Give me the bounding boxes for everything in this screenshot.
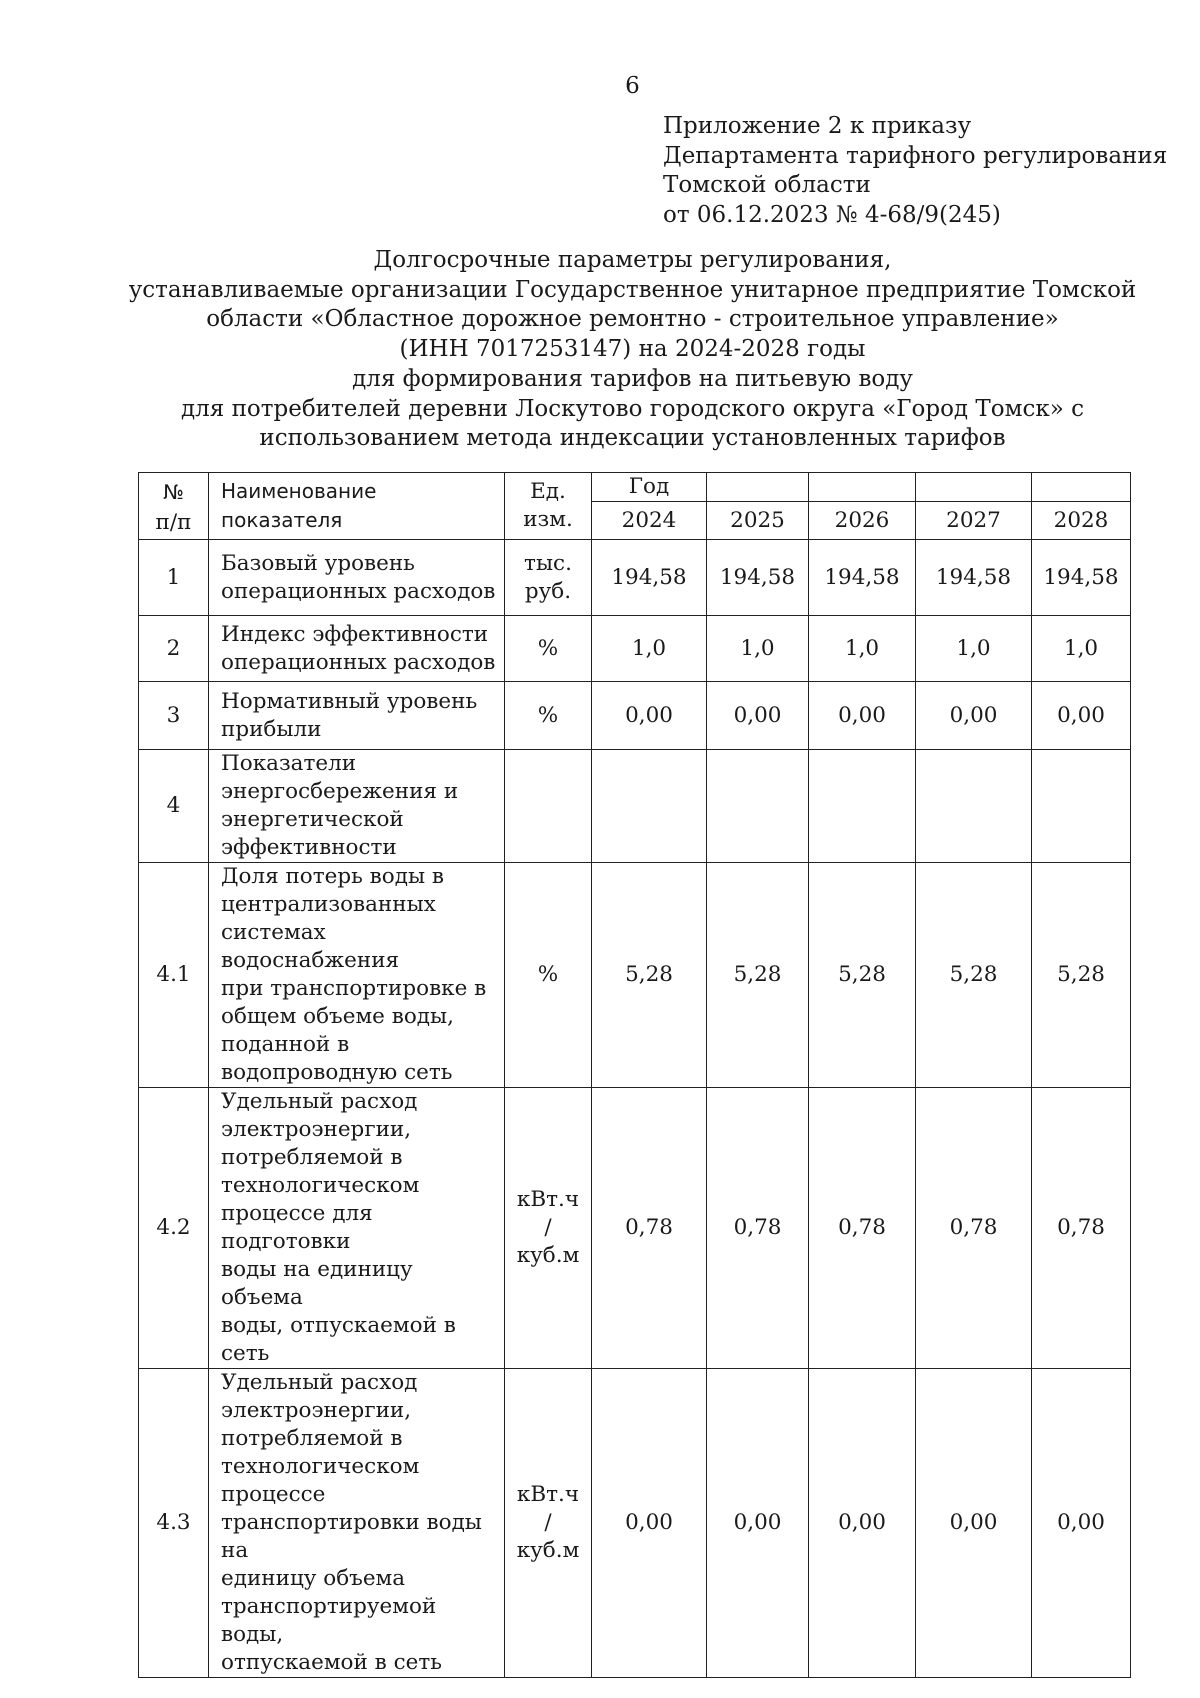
- indicator-name-line: энергосбережения и: [221, 779, 459, 804]
- indicator-name-cell: [209, 540, 505, 616]
- indicator-name-line: централизованных: [221, 892, 436, 917]
- header-empty-cell: [707, 473, 809, 502]
- header-number-cell: [139, 473, 209, 540]
- value-cell-2025: [707, 750, 809, 863]
- value-cell-2026: 0,78: [809, 1088, 916, 1369]
- indicator-name-line: водопроводную сеть: [221, 1060, 453, 1085]
- header-year-cell: 2028: [1032, 502, 1131, 540]
- appendix-reference: [663, 112, 1167, 230]
- value-cell-2027: 0,00: [916, 682, 1032, 750]
- value-cell-2024: 0,78: [592, 1088, 707, 1369]
- title-line: для формирования тарифов на питьевую воду: [352, 365, 913, 392]
- value-cell-2024: 0,00: [592, 682, 707, 750]
- indicator-name-line: транспортируемой воды,: [221, 1594, 437, 1647]
- indicator-name-line: процессе: [221, 1482, 326, 1507]
- indicator-name-line: Нормативный уровень: [221, 688, 478, 714]
- indicator-name-line: технологическом: [221, 1173, 420, 1198]
- value-cell-2025: 0,78: [707, 1088, 809, 1369]
- table-header-row: [139, 473, 1131, 502]
- row-number-cell: 1: [139, 540, 209, 616]
- unit-cell: [505, 863, 592, 1088]
- indicator-name-line: потребляемой в: [221, 1426, 403, 1451]
- indicator-name-cell: [209, 1088, 505, 1369]
- title-line: области «Областное дорожное ремонтно - строительное управление»: [206, 306, 1059, 333]
- value-cell-2025: 0,00: [707, 682, 809, 750]
- indicator-name-cell: [209, 863, 505, 1088]
- appendix-line: от 06.12.2023 № 4-68/9(245): [663, 201, 1001, 228]
- value-cell-2028: 0,00: [1032, 1369, 1131, 1678]
- title-line: для потребителей деревни Лоскутово городского округа «Город Томск» с: [180, 395, 1085, 422]
- value-cell-2025: 0,00: [707, 1369, 809, 1678]
- header-unit-line: изм.: [523, 507, 573, 532]
- unit-line: /: [544, 1510, 552, 1535]
- unit-cell: [505, 682, 592, 750]
- indicator-name-line: системах водоснабжения: [221, 920, 400, 973]
- unit-cell: [505, 1369, 592, 1678]
- indicator-name-line: потребляемой в: [221, 1145, 403, 1170]
- value-cell-2027: 1,0: [916, 616, 1032, 682]
- row-number-cell: 4.2: [139, 1088, 209, 1369]
- document-title: [0, 246, 1200, 454]
- value-cell-2026: 0,00: [809, 682, 916, 750]
- header-year-group: Год: [592, 473, 707, 502]
- indicator-name-line: операционных расходов: [221, 578, 496, 604]
- indicator-name-line: транспортировки воды на: [221, 1510, 482, 1563]
- unit-cell: [505, 540, 592, 616]
- header-unit-cell: [505, 473, 592, 540]
- header-number-sub: п/п: [155, 510, 192, 535]
- title-line: использованием метода индексации установленных тарифов: [259, 425, 1006, 452]
- row-number-cell: 4.1: [139, 863, 209, 1088]
- header-year-cell: 2027: [916, 502, 1032, 540]
- indicator-name-cell: [209, 682, 505, 750]
- unit-line: куб.м: [516, 1538, 580, 1563]
- unit-cell: [505, 616, 592, 682]
- value-cell-2027: 5,28: [916, 863, 1032, 1088]
- unit-line: /: [544, 1215, 552, 1240]
- title-line: (ИНН 7017253147) на 2024-2028 годы: [399, 336, 866, 363]
- table-row: [139, 540, 1131, 616]
- indicator-name-line: поданной в: [221, 1032, 350, 1057]
- indicator-name-line: электроэнергии,: [221, 1398, 412, 1423]
- appendix-line: Приложение 2 к приказу: [663, 113, 972, 139]
- indicator-name-cell: [209, 750, 505, 863]
- indicator-name-line: единицу объема: [221, 1566, 406, 1591]
- table-body: [139, 473, 1131, 1678]
- indicator-name-line: общем объеме воды,: [221, 1004, 454, 1029]
- value-cell-2028: 0,00: [1032, 682, 1131, 750]
- indicator-name-line: эффективности: [221, 835, 397, 860]
- indicator-name-line: Удельный расход: [221, 1370, 418, 1395]
- value-cell-2027: 194,58: [916, 540, 1032, 616]
- value-cell-2024: [592, 750, 707, 863]
- value-cell-2028: 1,0: [1032, 616, 1131, 682]
- row-number-cell: 2: [139, 616, 209, 682]
- indicator-name-line: энергетической: [221, 807, 404, 832]
- table-row: [139, 863, 1131, 1088]
- indicator-name-cell: [209, 1369, 505, 1678]
- value-cell-2028: 194,58: [1032, 540, 1131, 616]
- value-cell-2024: 1,0: [592, 616, 707, 682]
- table-row: [139, 616, 1131, 682]
- unit-line: руб.: [524, 578, 572, 604]
- value-cell-2027: 0,78: [916, 1088, 1032, 1369]
- appendix-line: Томской области: [663, 172, 871, 198]
- value-cell-2027: 0,00: [916, 1369, 1032, 1678]
- indicator-name-line: Показатели: [221, 751, 357, 776]
- unit-cell: [505, 1088, 592, 1369]
- table-row: [139, 750, 1131, 863]
- indicator-name-line: отпускаемой в сеть: [221, 1650, 442, 1675]
- row-number-cell: 3: [139, 682, 209, 750]
- unit-line: %: [537, 962, 559, 987]
- unit-line: кВт.ч: [516, 1482, 580, 1507]
- value-cell-2024: 0,00: [592, 1369, 707, 1678]
- header-number-sign: №: [163, 480, 184, 504]
- header-year-cell: 2026: [809, 502, 916, 540]
- unit-line: куб.м: [516, 1243, 580, 1268]
- unit-cell: [505, 750, 592, 863]
- value-cell-2028: 5,28: [1032, 863, 1131, 1088]
- value-cell-2024: 5,28: [592, 863, 707, 1088]
- indicator-name-cell: [209, 616, 505, 682]
- header-empty-cell: [809, 473, 916, 502]
- table-row: [139, 1369, 1131, 1678]
- indicator-name-line: прибыли: [221, 716, 322, 742]
- value-cell-2025: 1,0: [707, 616, 809, 682]
- value-cell-2026: [809, 750, 916, 863]
- unit-line: %: [537, 635, 559, 661]
- indicator-name-line: электроэнергии,: [221, 1117, 412, 1142]
- header-year-cell: 2025: [707, 502, 809, 540]
- table-row: [139, 1088, 1131, 1369]
- indicator-name-line: воды, отпускаемой в сеть: [221, 1313, 456, 1366]
- header-empty-cell: [1032, 473, 1131, 502]
- value-cell-2026: 0,00: [809, 1369, 916, 1678]
- title-line: устанавливаемые организации Государственное унитарное предприятие Томской: [128, 276, 1137, 303]
- header-name-label: Наименование показателя: [221, 479, 377, 532]
- value-cell-2024: 194,58: [592, 540, 707, 616]
- unit-line: %: [537, 702, 559, 728]
- value-cell-2026: 194,58: [809, 540, 916, 616]
- value-cell-2028: 0,78: [1032, 1088, 1131, 1369]
- value-cell-2026: 1,0: [809, 616, 916, 682]
- value-cell-2028: [1032, 750, 1131, 863]
- unit-line: кВт.ч: [516, 1187, 580, 1212]
- unit-line: тыс.: [524, 550, 572, 576]
- value-cell-2026: 5,28: [809, 863, 916, 1088]
- indicator-name-line: Доля потерь воды в: [221, 864, 445, 889]
- indicator-name-line: процессе для подготовки: [221, 1201, 373, 1254]
- appendix-line: Департамента тарифного регулирования: [663, 142, 1168, 169]
- page-number: 6: [625, 73, 640, 99]
- header-name-cell: [209, 473, 505, 540]
- header-year-cell: 2024: [592, 502, 707, 540]
- parameters-table: [138, 472, 1131, 1678]
- indicator-name-line: при транспортировке в: [221, 976, 487, 1001]
- indicator-name-line: Базовый уровень: [221, 550, 415, 576]
- row-number-cell: 4: [139, 750, 209, 863]
- value-cell-2025: 5,28: [707, 863, 809, 1088]
- indicator-name-line: воды на единицу объема: [221, 1257, 413, 1310]
- value-cell-2025: 194,58: [707, 540, 809, 616]
- indicator-name-line: Удельный расход: [221, 1089, 418, 1114]
- indicator-name-line: технологическом: [221, 1454, 420, 1479]
- header-unit-line: Ед.: [530, 479, 566, 504]
- header-empty-cell: [916, 473, 1032, 502]
- indicator-name-line: операционных расходов: [221, 649, 496, 675]
- table-row: [139, 682, 1131, 750]
- row-number-cell: 4.3: [139, 1369, 209, 1678]
- title-line: Долгосрочные параметры регулирования,: [373, 247, 892, 273]
- value-cell-2027: [916, 750, 1032, 863]
- indicator-name-line: Индекс эффективности: [221, 621, 489, 647]
